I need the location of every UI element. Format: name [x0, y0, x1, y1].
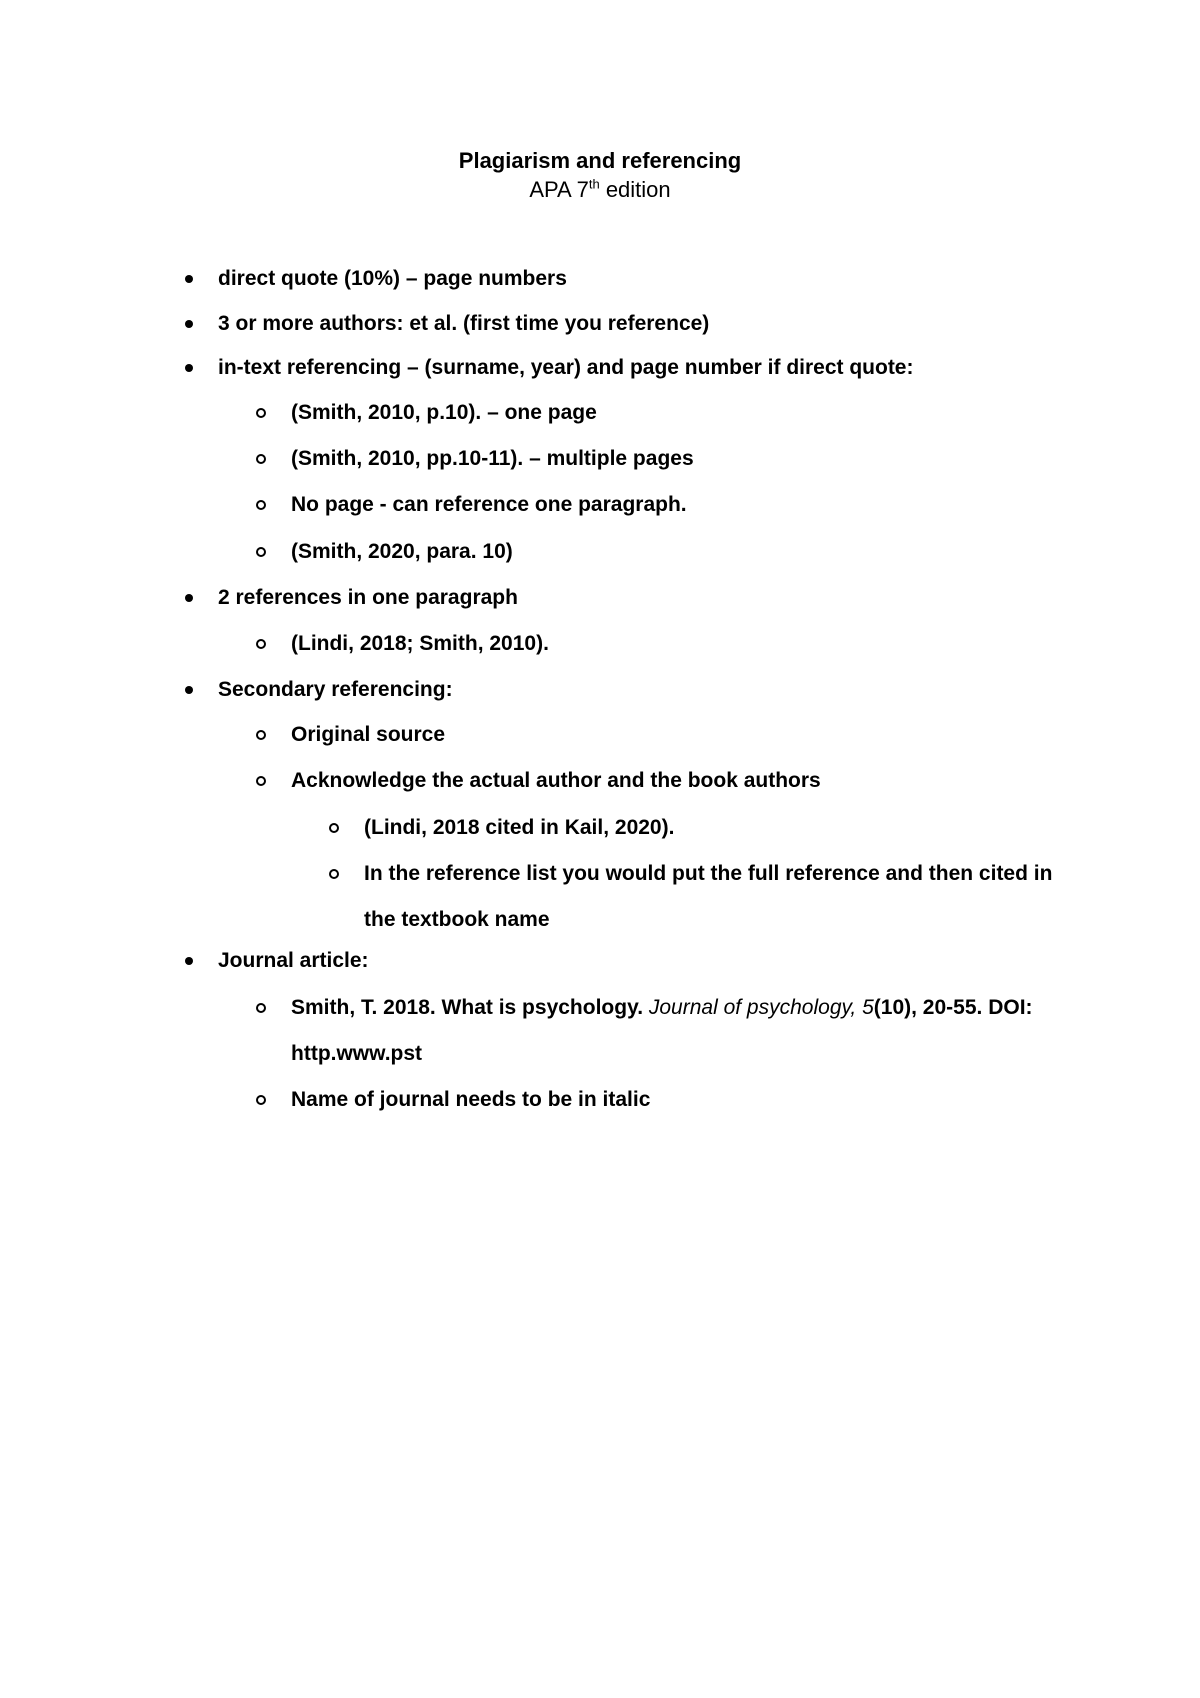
bullet-icon	[185, 686, 193, 694]
circle-bullet-icon	[256, 547, 266, 557]
circle-bullet-icon	[329, 823, 339, 833]
journal-example-part2: (10), 20-55. DOI:	[873, 996, 1033, 1019]
list-item: (Lindi, 2018; Smith, 2010).	[291, 632, 549, 655]
circle-bullet-icon	[256, 730, 266, 740]
circle-bullet-icon	[256, 408, 266, 418]
bullet-icon	[185, 320, 193, 328]
list-item: 2 references in one paragraph	[218, 586, 518, 609]
list-item: (Lindi, 2018 cited in Kail, 2020).	[364, 816, 675, 839]
bullet-icon	[185, 957, 193, 965]
title-block	[0, 146, 1200, 204]
list-item: Acknowledge the actual author and the book authors	[291, 769, 821, 792]
list-item: (Smith, 2020, para. 10)	[291, 540, 513, 563]
list-item: In the reference list you would put the full reference and then cited in	[364, 862, 1053, 885]
journal-example-doi: http.www.pst	[291, 1042, 423, 1065]
subtitle-suffix: edition	[599, 177, 671, 202]
list-item-continuation: the textbook name	[364, 908, 550, 931]
bullet-icon	[185, 275, 193, 283]
bullet-icon	[185, 364, 193, 372]
bullet-icon	[185, 594, 193, 602]
list-item: Original source	[291, 723, 446, 746]
list-item: in-text referencing – (surname, year) and page number if direct quote:	[218, 356, 914, 379]
journal-example-line	[291, 994, 1033, 1022]
circle-bullet-icon	[256, 639, 266, 649]
list-item: direct quote (10%) – page numbers	[218, 267, 567, 290]
list-item: Name of journal needs to be in italic	[291, 1088, 651, 1111]
circle-bullet-icon	[256, 1095, 266, 1105]
document-subtitle	[0, 175, 1200, 204]
list-item: Secondary referencing:	[218, 678, 453, 701]
journal-example-part1: Smith, T. 2018. What is psychology.	[291, 996, 649, 1019]
list-item: No page - can reference one paragraph.	[291, 493, 687, 516]
list-item: (Smith, 2010, p.10). – one page	[291, 401, 597, 424]
journal-name-italic: Journal of psychology, 5	[648, 996, 874, 1019]
document-title: Plagiarism and referencing	[458, 148, 742, 173]
circle-bullet-icon	[256, 500, 266, 510]
subtitle-superscript: th	[588, 176, 600, 192]
circle-bullet-icon	[329, 869, 339, 879]
list-item: 3 or more authors: et al. (first time you reference)	[218, 312, 710, 335]
circle-bullet-icon	[256, 776, 266, 786]
list-item: Journal article:	[218, 949, 369, 972]
subtitle-prefix: APA 7	[529, 177, 589, 202]
circle-bullet-icon	[256, 1003, 266, 1013]
circle-bullet-icon	[256, 454, 266, 464]
list-item: (Smith, 2010, pp.10-11). – multiple pages	[291, 447, 694, 470]
